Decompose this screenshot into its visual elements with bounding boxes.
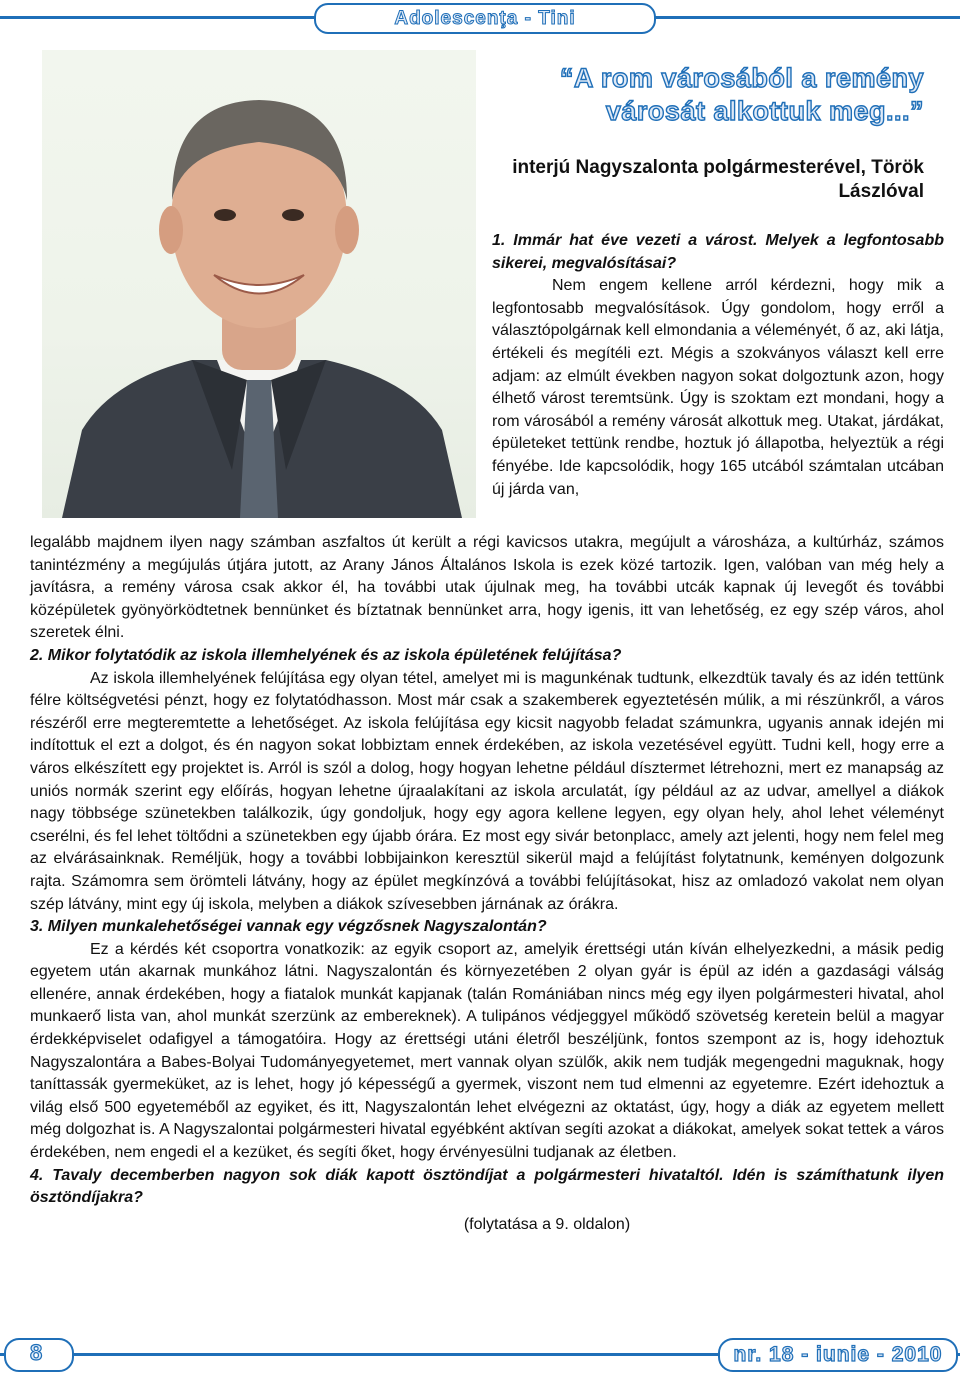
header-banner (314, 3, 656, 34)
question-1: 1. Immár hat éve vezeti a várost. Melyek a legfontosabb sikerei, megvalósításai? (492, 232, 944, 272)
answer-2: Az iskola illemhelyének felújítása egy olyan tétel, amelyet mi is magunkénak tudtunk, elkezdtük tavaly és az idén tettünk félre költségvetési pénzt, hogy ez folytatódhasson. Most már csak a szakemberek egyeztetésén múlik, a mi részünkről, a város részéről erre megteremtette a lehetőséget. Az iskola felújítása egy kicsit nagyobb feladat számunkra, ugyanis annak idején mi indítottuk el ezt a dolgot, és én nagyon sokat lobbiztam ennek érdekében, az iskola vezetésével együtt. Tudni kell, hogy erre a város elkészített egy projektet is. Arról is szól a dolog, hogy hogyan lehetne például dísztermet létrehozni, mert ez manapság az uniós normák szerint egy előírás, hogyan lehetne újraalakítani az iskola arculatát, így például az az udvar, amellyel a diákok nagy többsége szünetekben találkozik, úgy gondoljuk, hogy egy agora kellene legyen, egy olyan hely, ahol lehet véleményt cserélni, és fel lehet töltődni a szünetekben egy újabb órára. Ez most egy sivár betonplacc, amely azt jelenti, hogy nem felel meg az elvárásainknak. Reméljük, hogy a további lobbijainkon keresztül sikerül majd a felújítást folytatnunk, keményen dolgozunk rajta. Számomra sem örömteli látvány, hogy az épület megkínzóvá a további felújításokat, hisz az omladozó vakolat nem olyan szép látvány, mint egy új iskola, melyben a diákok szívesebben járnának az órákra. (30, 669, 944, 913)
answer-1-part-2: legalább majdnem ilyen nagy számban aszfaltos út került a régi kavicsos utakra, megújult a városháza, a kultúrház, számos tanintézmény a megújulás útjára jutott, az Arany János Általános Iskola is ezek közé tartozik. Igen, valóban van még hely a javításra, a remény városa csak akkor él, ha további utak újulnak meg, ha további utcák kapnak új levegőt és további középületek gyönyörködtetnek bennünket és bíztatnak bennünket arra, hogy igenis, itt van lehetőség, ez egy szép város, ahol szeretek élni. (30, 534, 944, 642)
article-subtitle: interjú Nagyszalonta polgármesterével, Török Lászlóval (512, 157, 924, 202)
answer-3: Ez a kérdés két csoportra vonatkozik: az egyik csoport az, amelyik érettségi után kíván elhelyezkedni, a másik pedig egyetem után akarnak munkához látni. Nagyszalontán és környezetében 2 olyan gyár is épül az idén a gazdasági válság ellenére, annak érdekében, hogy a fiatalok munkát kapjanak (talán Romániában nincs még egy ilyen polgármesteri hivatal, ahol munkaerő lista van, ahol munkát szerzünk az embereknek). A tulipános védjeggyel működő szövetség keretein belül a magyar érdekképviselet odafigyel a támogatóira. Hogy az érettségi utáni életről beszéljünk, fontos szempont az is, hogy idehoztuk Nagyszalontára a Babes-Bolyai Tudományegyetemet, mert vannak olyan szülők, akik nem tudják megengedni maguknak, hogy taníttassák gyermeküket, az is lehet, hogy jó képességű a gyermek, viszont nem tud elmenni az egyetemre. Ezért idehoztuk a világ első 500 egyeteméből az egyiket, és itt, Nagyszalontán lehet elvégezni az oktatást, úgy, hogy a diák az egyetem mellett még dolgozhat is. A Nagyszalontai polgármesteri hivatal egyébként aktívan segíti azokat a diákokat, amelyek sokat tettek a város érdekében, nem engedi el a kezüket, és segíti őket, hogy érvényesülni tudjanak az életben. (30, 940, 944, 1162)
question-1-column (492, 230, 944, 501)
issue-label: nr. 18 - iunie - 2010 (733, 1343, 943, 1366)
question-3: 3. Milyen munkalehetőségei vannak egy végzősnek Nagyszalontán? (30, 918, 547, 936)
question-2: 2. Mikor folytatódik az iskola illemhelyének és az iskola épületének felújítása? (30, 646, 622, 664)
continued-note: (folytatása a 9. oldalon) (463, 1215, 631, 1233)
answer-1-part-1: Nem engem kellene arról kérdezni, hogy mik a legfontosabb megvalósítások. Úgy gondolom, hogy erről a választópolgárnak kell elmondania a véleményét, ő az, aki látja, értékeli és megítéli ezt. Mégis a szokványos választ kell erre adjam: az elmúlt években nagyon sokat dolgoztunk azon, hogy élhető várost teremtsünk. Úgy is szoktam ezt mondani, hogy a rom városából a remény városát alkottuk meg. Utakat, járdákat, épületeket tettünk rendbe, hoztuk jó állapotba, helyeztük a régi fényébe. Ide kapcsolódik, hogy 165 utcából számtalan utcában új járda van, (492, 277, 944, 498)
question-4: 4. Tavaly decemberben nagyon sok diák kapott ösztöndíjat a polgármesteri hivataltól. Idén is számíthatunk ilyen ösztöndíjakra? (30, 1166, 944, 1207)
article-title: “A rom városából a remény városát alkottuk meg...” (559, 63, 924, 126)
magazine-title: Adolescenţa - Tini (394, 7, 576, 29)
portrait-photo (42, 50, 476, 518)
issue-badge (718, 1338, 958, 1372)
article-body (30, 532, 944, 1236)
portrait-illustration (42, 50, 476, 518)
page-number: 8 (30, 1340, 43, 1365)
